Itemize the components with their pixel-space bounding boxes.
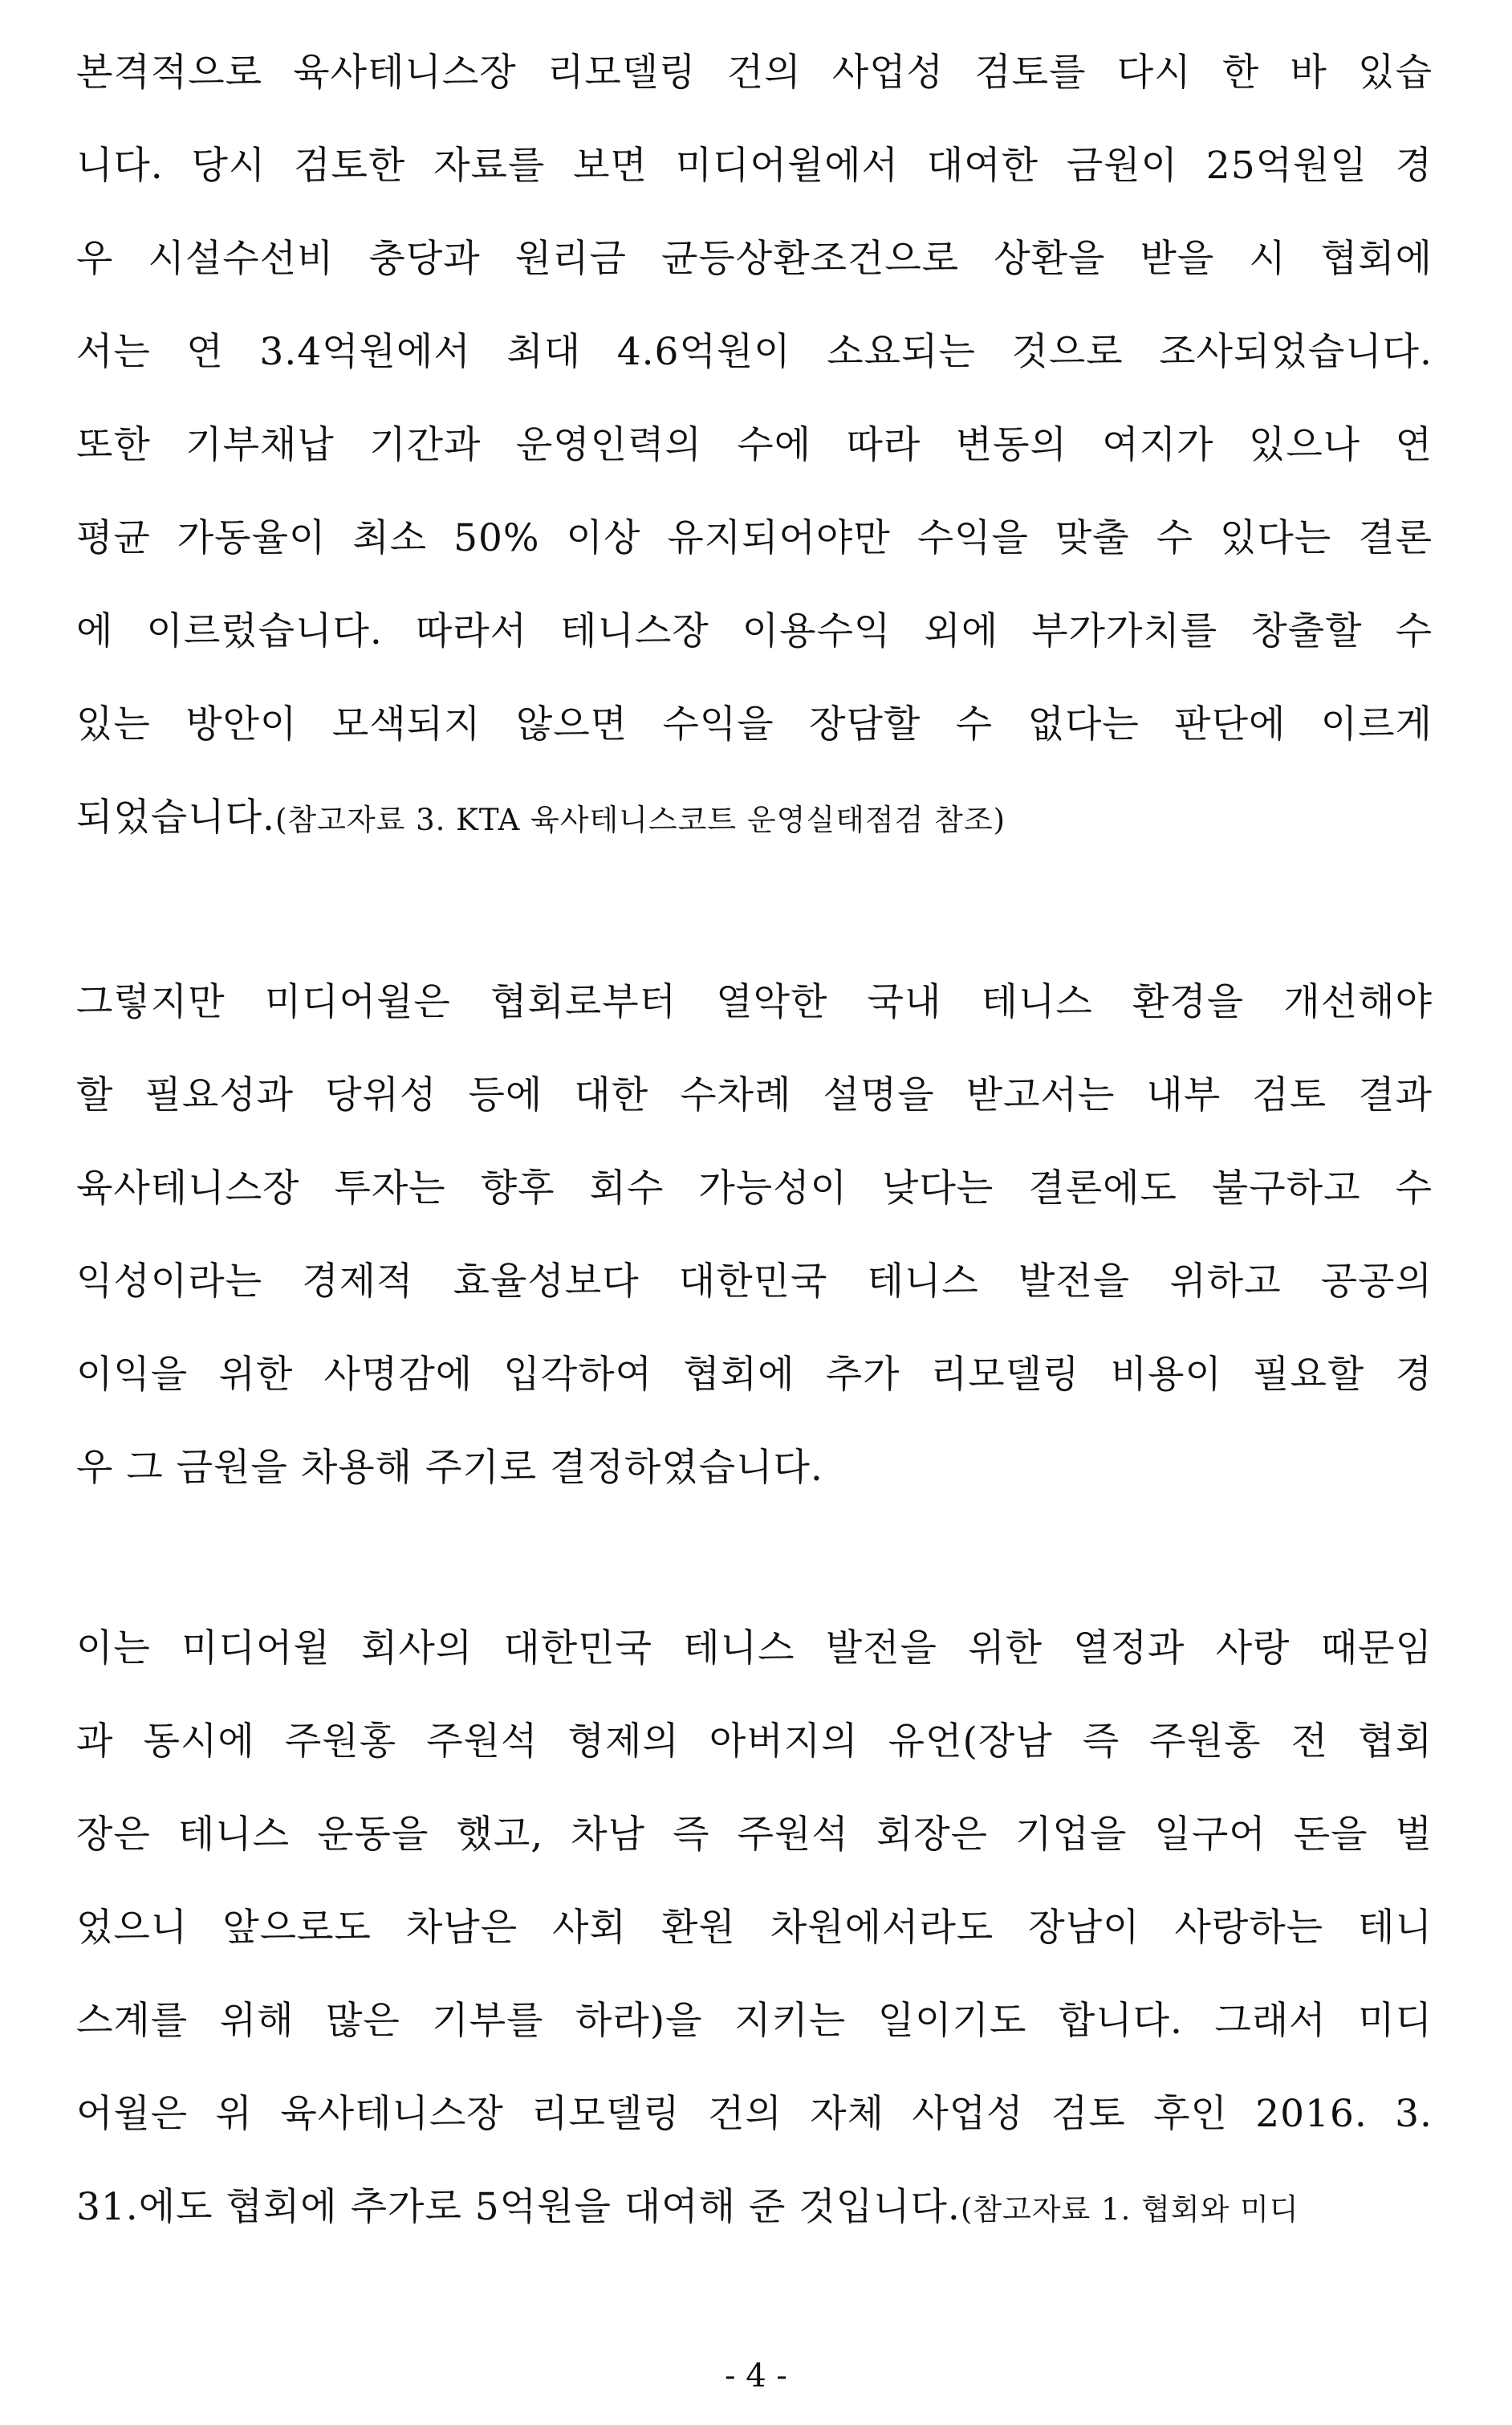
reference-note-1: (참고자료 1. 협회와 미디 [960, 2192, 1299, 2227]
paragraph-3-line-1: 이는 미디어윌 회사의 대한민국 테니스 발전을 위한 열정과 사랑 때문임 [76, 1626, 1433, 1670]
paragraph-3-line-5: 스계를 위해 많은 기부를 하라)을 지키는 일이기도 합니다. 그래서 미디 [76, 1999, 1433, 2043]
paragraph-2-line-5: 이익을 위한 사명감에 입각하여 협회에 추가 리모델링 비용이 필요할 경 [76, 1353, 1433, 1397]
paragraph-2-line-1: 그렇지만 미디어윌은 협회로부터 열악한 국내 테니스 환경을 개선해야 [76, 980, 1433, 1024]
paragraph-3-line-3: 장은 테니스 운동을 했고, 차남 즉 주원석 회장은 기업을 일구어 돈을 벌 [76, 1813, 1433, 1857]
paragraph-2-line-3: 육사테니스장 투자는 향후 회수 가능성이 낮다는 결론에도 불구하고 수 [76, 1166, 1433, 1210]
paragraph-3-line-2: 과 동시에 주원홍 주원석 형제의 아버지의 유언(장남 즉 주원홍 전 협회 [76, 1719, 1433, 1764]
paragraph-1-line-6: 평균 가동율이 최소 50% 이상 유지되어야만 수익을 맞출 수 있다는 결론 [76, 516, 1433, 560]
paragraph-2-line-6: 우 그 금원을 차용해 주기로 결정하였습니다. [76, 1446, 823, 1490]
paragraph-3-line-4: 었으니 앞으로도 차남은 사회 환원 차원에서라도 장남이 사랑하는 테니 [76, 1906, 1433, 1950]
paragraph-2-line-4: 익성이라는 경제적 효율성보다 대한민국 테니스 발전을 위하고 공공의 [76, 1259, 1433, 1304]
paragraph-1-line-7: 에 이르렀습니다. 따라서 테니스장 이용수익 외에 부가가치를 창출할 수 [76, 609, 1433, 653]
paragraph-3-line-7 [76, 2183, 1433, 2234]
page-number: - 4 - [725, 2358, 787, 2394]
paragraph-2-line-2: 할 필요성과 당위성 등에 대한 수차례 설명을 받고서는 내부 검토 결과 [76, 1073, 1433, 1117]
paragraph-1-line-5: 또한 기부채납 기간과 운영인력의 수에 따라 변동의 여지가 있으나 연 [76, 423, 1433, 467]
paragraph-1-line-1: 본격적으로 육사테니스장 리모델링 건의 사업성 검토를 다시 한 바 있습 [76, 51, 1433, 95]
paragraph-3-closing-text: 31.에도 협회에 추가로 5억원을 대여해 준 것입니다. [76, 2185, 961, 2229]
reference-note-3: (참고자료 3. KTA 육사테니스코트 운영실태점검 참조) [274, 803, 1006, 837]
paragraph-1-line-9 [76, 794, 1433, 844]
paragraph-1-closing-text: 되었습니다. [76, 795, 275, 840]
paragraph-1-line-8: 있는 방안이 모색되지 않으면 수익을 장담할 수 없다는 판단에 이르게 [76, 702, 1433, 747]
paragraph-1-line-2: 니다. 당시 검토한 자료를 보면 미디어윌에서 대여한 금원이 25억원일 경 [76, 144, 1433, 188]
paragraph-1-line-3: 우 시설수선비 충당과 원리금 균등상환조건으로 상환을 받을 시 협회에 [76, 237, 1433, 281]
paragraph-1-line-4: 서는 연 3.4억원에서 최대 4.6억원이 소요되는 것으로 조사되었습니다. [76, 330, 1433, 374]
paragraph-3-line-6: 어윌은 위 육사테니스장 리모델링 건의 자체 사업성 검토 후인 2016. 3. [76, 2092, 1433, 2136]
